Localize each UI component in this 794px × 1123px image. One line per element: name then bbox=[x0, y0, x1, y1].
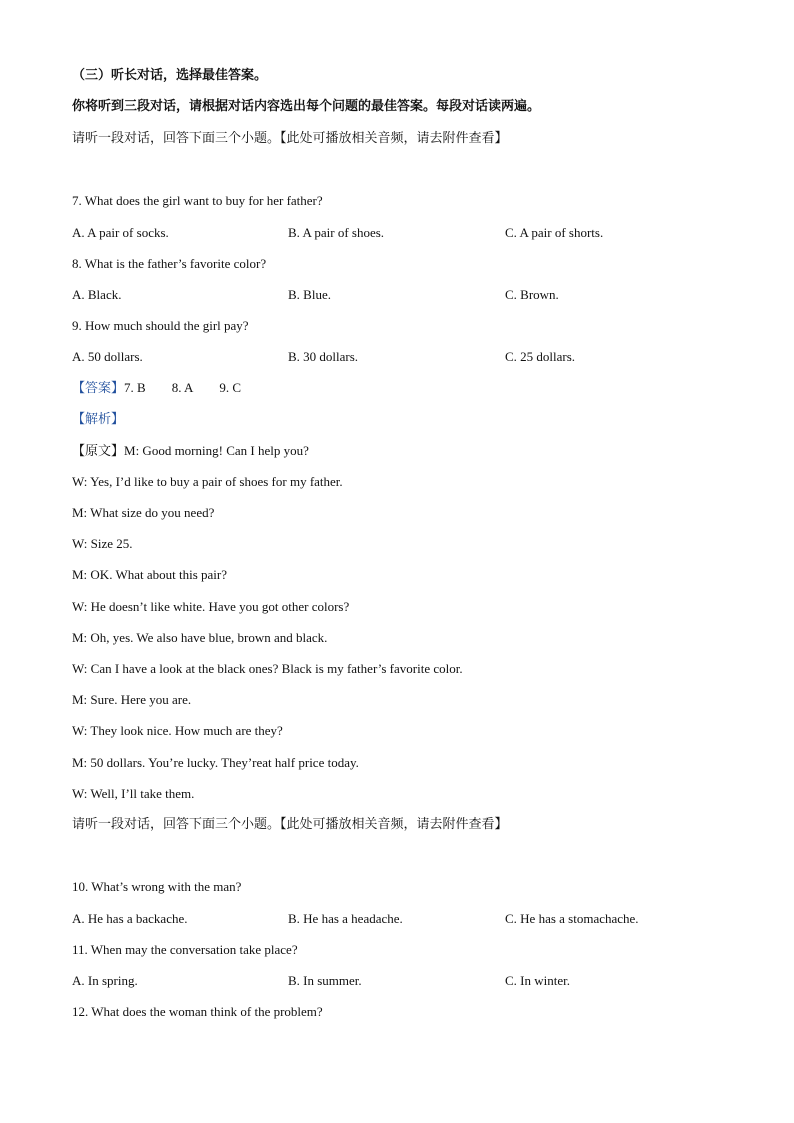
answer-9: 9. C bbox=[219, 380, 242, 395]
transcript-line: W: They look nice. How much are they? bbox=[72, 723, 283, 738]
question-8: 8. What is the father’s favorite color? bbox=[72, 256, 267, 271]
transcript-line: W: Well, I’ll take them. bbox=[72, 786, 195, 801]
transcript-line: M: 50 dollars. You’re lucky. They’reat half price today. bbox=[72, 755, 359, 770]
answer-tag: 【答案】 bbox=[72, 381, 125, 396]
transcript-line-text: M: Good morning! Can I help you? bbox=[124, 443, 309, 458]
q7-option-a: A. A pair of socks. bbox=[72, 225, 169, 240]
transcript-line: M: Oh, yes. We also have blue, brown and black. bbox=[72, 630, 328, 645]
answer-line bbox=[72, 380, 241, 397]
question-10: 10. What’s wrong with the man? bbox=[72, 879, 242, 894]
section-instruction: 你将听到三段对话，请根据对话内容选出每个问题的最佳答案。每段对话读两遍。 bbox=[72, 99, 541, 114]
q9-option-a: A. 50 dollars. bbox=[72, 349, 143, 364]
q7-option-b: B. A pair of shoes. bbox=[288, 225, 385, 240]
group1-intro: 请听一段对话，回答下面三个小题。【此处可播放相关音频，请去附件查看】 bbox=[72, 131, 508, 146]
q10-option-b: B. He has a headache. bbox=[288, 911, 403, 926]
q8-option-a: A. Black. bbox=[72, 287, 122, 302]
transcript-line: W: Can I have a look at the black ones? Black is my father’s favorite color. bbox=[72, 661, 463, 676]
q8-option-b: B. Blue. bbox=[288, 287, 331, 302]
q8-option-c: C. Brown. bbox=[505, 287, 559, 302]
question-9: 9. How much should the girl pay? bbox=[72, 318, 249, 333]
transcript-line: M: Sure. Here you are. bbox=[72, 692, 192, 707]
q11-option-c: C. In winter. bbox=[505, 973, 570, 988]
q9-option-c: C. 25 dollars. bbox=[505, 349, 576, 364]
group2-intro: 请听一段对话，回答下面三个小题。【此处可播放相关音频，请去附件查看】 bbox=[72, 817, 508, 832]
transcript-line bbox=[72, 443, 309, 460]
transcript-line: W: Yes, I’d like to buy a pair of shoes for my father. bbox=[72, 474, 343, 489]
q10-option-a: A. He has a backache. bbox=[72, 911, 188, 926]
q7-option-c: C. A pair of shorts. bbox=[505, 225, 604, 240]
transcript-line: W: Size 25. bbox=[72, 536, 133, 551]
question-11: 11. When may the conversation take place? bbox=[72, 942, 298, 957]
question-12: 12. What does the woman think of the problem? bbox=[72, 1004, 323, 1019]
answer-7: 7. B bbox=[124, 380, 146, 395]
q11-option-b: B. In summer. bbox=[288, 973, 362, 988]
question-7: 7. What does the girl want to buy for her father? bbox=[72, 193, 323, 208]
section-heading: （三）听长对话，选择最佳答案。 bbox=[72, 68, 268, 83]
q11-option-a: A. In spring. bbox=[72, 973, 138, 988]
analysis-tag: 【解析】 bbox=[72, 412, 125, 427]
q9-option-b: B. 30 dollars. bbox=[288, 349, 359, 364]
transcript-tag: 【原文】 bbox=[72, 444, 125, 459]
answer-8: 8. A bbox=[171, 380, 194, 395]
transcript-line: W: He doesn’t like white. Have you got other colors? bbox=[72, 599, 350, 614]
q10-option-c: C. He has a stomachache. bbox=[505, 911, 639, 926]
transcript-line: M: OK. What about this pair? bbox=[72, 567, 228, 582]
transcript-line: M: What size do you need? bbox=[72, 505, 215, 520]
